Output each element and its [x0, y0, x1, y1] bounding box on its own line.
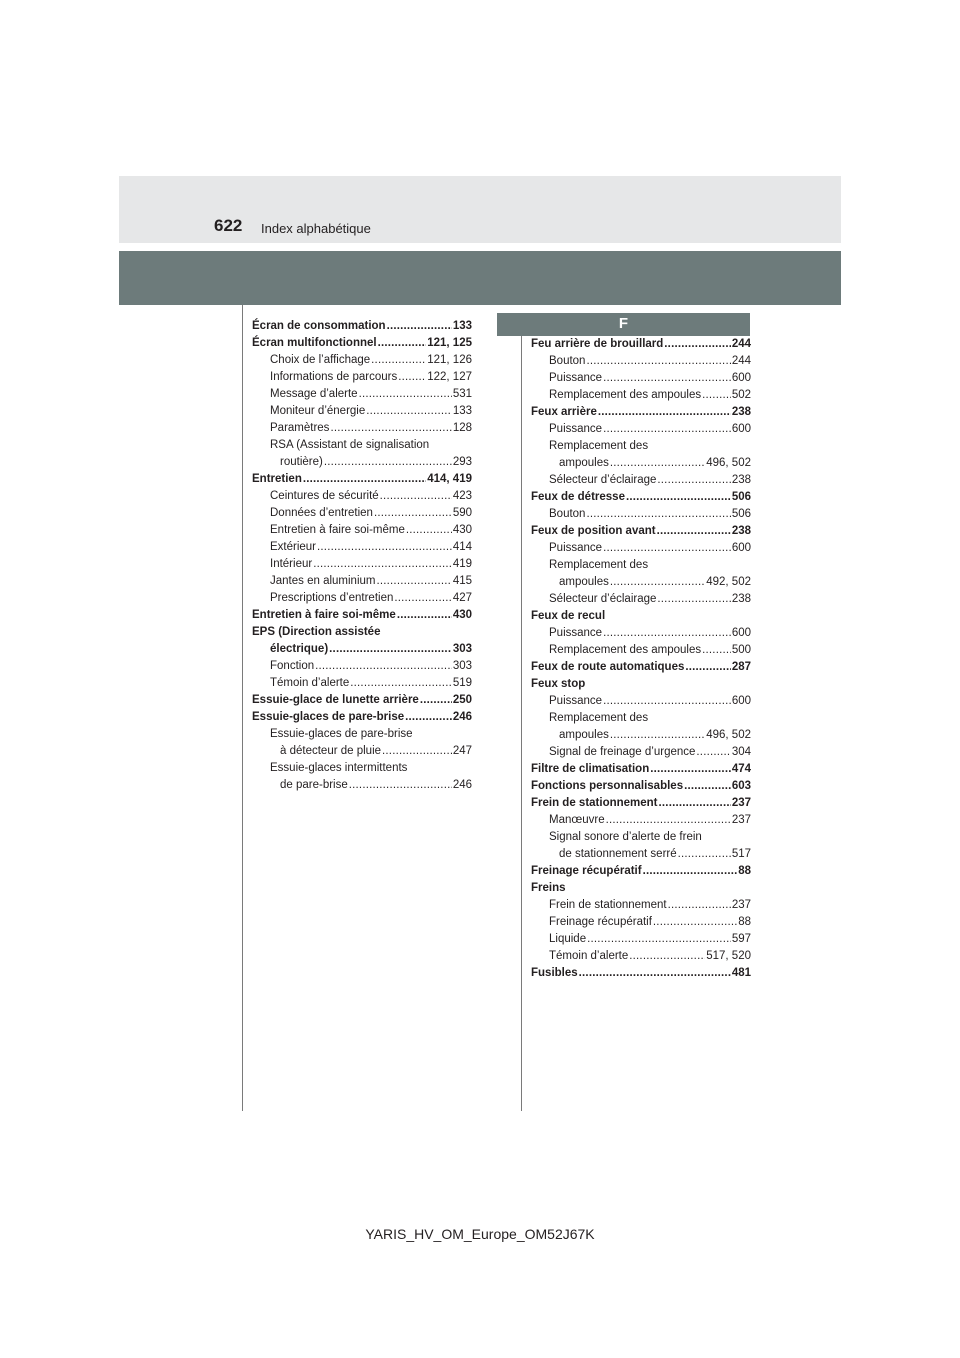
index-entry-leader	[587, 931, 731, 948]
index-entry-leader	[626, 489, 731, 506]
index-entry-page: 303	[452, 643, 472, 655]
index-entry-leader	[659, 795, 731, 812]
index-entry-leader	[387, 318, 452, 335]
index-entry	[252, 386, 472, 403]
index-entry-leader	[603, 370, 731, 387]
index-entry-leader	[371, 352, 426, 369]
index-entry-leader	[586, 353, 730, 370]
index-entry	[531, 557, 751, 574]
index-entry-term: Remplacement des ampoules	[549, 389, 702, 401]
index-entry-page: 597	[731, 933, 751, 945]
index-entry	[252, 352, 472, 369]
index-entry-leader	[603, 540, 731, 557]
index-column-left	[252, 318, 472, 794]
index-entry-term: RSA (Assistant de signalisation	[270, 439, 430, 451]
column-divider-middle	[521, 335, 522, 1111]
index-entry-leader	[685, 659, 730, 676]
index-entry	[531, 710, 751, 727]
index-entry	[252, 675, 472, 692]
index-entry-term: EPS (Direction assistée	[252, 626, 381, 638]
index-entry-term: Feux de route automatiques	[531, 661, 685, 673]
index-entry-leader	[643, 863, 738, 880]
index-entry-leader	[324, 454, 452, 471]
index-entry-term: Sélecteur d’éclairage	[549, 593, 657, 605]
index-entry-leader	[657, 523, 731, 540]
index-entry-page: 121, 125	[427, 337, 472, 349]
index-entry-page: 133	[452, 320, 472, 332]
index-entry-term: Freinage récupératif	[549, 916, 652, 928]
index-entry	[252, 420, 472, 437]
index-entry-page: 304	[731, 746, 751, 758]
index-entry-leader	[678, 846, 731, 863]
index-entry-page: 502	[731, 389, 751, 401]
index-entry-page: 517, 520	[706, 950, 751, 962]
index-entry-term: Liquide	[549, 933, 587, 945]
index-entry-leader	[359, 386, 452, 403]
index-entry-page: 427	[452, 592, 472, 604]
index-entry-leader	[405, 709, 452, 726]
index-entry-leader	[317, 539, 452, 556]
index-entry-term: Puissance	[549, 695, 603, 707]
index-entry-page: 430	[452, 524, 472, 536]
index-entry	[252, 709, 472, 726]
index-entry-term: ampoules	[559, 457, 609, 469]
index-entry-leader	[366, 403, 452, 420]
index-entry-leader	[657, 591, 730, 608]
index-entry-term: de pare-brise	[280, 779, 348, 791]
index-entry-page: 121, 126	[427, 354, 472, 366]
index-entry-leader	[329, 641, 452, 658]
index-entry	[252, 539, 472, 556]
index-entry	[531, 404, 751, 421]
index-entry-page: 250	[452, 694, 472, 706]
index-entry	[531, 642, 751, 659]
index-entry-term: Moniteur d’énergie	[270, 405, 366, 417]
index-entry	[531, 795, 751, 812]
index-entry-term: Essuie-glace de lunette arrière	[252, 694, 419, 706]
index-entry-term: Remplacement des	[549, 712, 649, 724]
index-entry-term: Remplacement des ampoules	[549, 644, 702, 656]
index-entry-leader	[397, 607, 452, 624]
index-entry-term: Témoin d’alerte	[549, 950, 629, 962]
index-entry	[252, 505, 472, 522]
index-entry-page: 237	[731, 814, 751, 826]
index-column-right	[531, 336, 751, 982]
index-entry-term: Essuie-glaces de pare-brise	[252, 711, 405, 723]
index-entry-term: Manœuvre	[549, 814, 605, 826]
index-entry	[531, 761, 751, 778]
index-entry-page: 492, 502	[706, 576, 751, 588]
index-entry-page: 238	[731, 474, 751, 486]
index-entry-term: Fonctions personnalisables	[531, 780, 684, 792]
index-entry-page: 238	[731, 593, 751, 605]
index-entry-term: Intérieur	[270, 558, 313, 570]
index-entry-page: 531	[452, 388, 472, 400]
index-entry	[252, 454, 472, 471]
index-entry-term: Freins	[531, 882, 566, 894]
index-entry-term: ampoules	[559, 729, 609, 741]
index-entry	[252, 607, 472, 624]
index-entry	[531, 863, 751, 880]
index-entry-term: Remplacement des	[549, 440, 649, 452]
index-entry-page: 430	[452, 609, 472, 621]
index-entry-leader	[420, 692, 452, 709]
index-entry-term: Bouton	[549, 355, 586, 367]
index-entry-term: Freinage récupératif	[531, 865, 642, 877]
index-entry-term: routière)	[280, 456, 323, 468]
index-entry	[531, 421, 751, 438]
index-entry-term: à détecteur de pluie	[280, 745, 382, 757]
index-entry-page: 603	[731, 780, 751, 792]
index-entry-leader	[603, 693, 731, 710]
index-entry	[531, 387, 751, 404]
index-entry-page: 237	[731, 899, 751, 911]
index-entry-leader	[684, 778, 731, 795]
index-entry	[252, 335, 472, 352]
index-entry-term: Sélecteur d’éclairage	[549, 474, 657, 486]
index-entry	[531, 880, 751, 897]
index-entry	[252, 590, 472, 607]
index-entry-leader	[653, 914, 737, 931]
index-entry	[531, 370, 751, 387]
index-entry-term: Paramètres	[270, 422, 330, 434]
index-entry	[531, 914, 751, 931]
index-entry-term: Fusibles	[531, 967, 578, 979]
index-entry-term: Frein de stationnement	[531, 797, 658, 809]
index-entry	[531, 540, 751, 557]
index-entry-page: 293	[452, 456, 472, 468]
index-entry-leader	[664, 336, 731, 353]
index-entry-leader	[406, 522, 452, 539]
index-entry-page: 133	[452, 405, 472, 417]
index-entry-leader	[702, 642, 731, 659]
index-entry-page: 600	[731, 542, 751, 554]
index-entry	[252, 726, 472, 743]
index-entry-term: Signal de freinage d’urgence	[549, 746, 696, 758]
index-entry-term: Extérieur	[270, 541, 317, 553]
index-entry-leader	[394, 590, 451, 607]
index-entry-term: Puissance	[549, 627, 603, 639]
index-entry	[531, 897, 751, 914]
index-entry-page: 244	[731, 355, 751, 367]
index-entry-term: de stationnement serré	[559, 848, 677, 860]
index-entry-leader	[376, 573, 451, 590]
page-title: Index alphabétique	[261, 221, 371, 236]
index-entry	[531, 506, 751, 523]
index-entry	[531, 591, 751, 608]
index-entry-page: 303	[452, 660, 472, 672]
index-entry-leader	[586, 506, 730, 523]
index-entry-page: 506	[731, 491, 751, 503]
index-entry-term: Essuie-glaces intermittents	[270, 762, 408, 774]
index-entry-leader	[610, 727, 705, 744]
index-entry	[531, 608, 751, 625]
index-entry-term: Données d’entretien	[270, 507, 373, 519]
index-entry-term: Feu arrière de brouillard	[531, 338, 664, 350]
index-entry-term: électrique)	[270, 643, 329, 655]
index-entry-leader	[668, 897, 731, 914]
index-entry	[531, 965, 751, 982]
index-entry	[531, 727, 751, 744]
index-entry	[252, 760, 472, 777]
index-entry-leader	[610, 574, 705, 591]
index-entry	[531, 812, 751, 829]
index-entry	[531, 778, 751, 795]
index-entry	[531, 472, 751, 489]
index-entry-leader	[598, 404, 731, 421]
index-entry	[252, 692, 472, 709]
index-entry-leader	[650, 761, 731, 778]
index-entry-leader	[398, 369, 426, 386]
index-entry-term: Puissance	[549, 423, 603, 435]
index-entry-leader	[603, 421, 731, 438]
index-entry	[531, 455, 751, 472]
index-entry-page: 415	[452, 575, 472, 587]
index-entry	[252, 573, 472, 590]
index-entry-page: 517	[731, 848, 751, 860]
index-entry-page: 244	[731, 338, 751, 350]
index-entry	[252, 403, 472, 420]
index-entry-page: 481	[731, 967, 751, 979]
index-entry	[531, 625, 751, 642]
section-letter: F	[618, 315, 629, 332]
index-entry-leader	[330, 420, 451, 437]
index-entry-term: Prescriptions d’entretien	[270, 592, 394, 604]
index-entry-page: 122, 127	[427, 371, 472, 383]
index-entry-term: Fonction	[270, 660, 315, 672]
index-entry-leader	[378, 335, 427, 352]
index-entry	[531, 931, 751, 948]
index-entry	[531, 744, 751, 761]
index-entry-leader	[579, 965, 731, 982]
index-entry-page: 519	[452, 677, 472, 689]
index-entry-page: 247	[452, 745, 472, 757]
index-entry-page: 88	[738, 865, 751, 877]
index-entry	[252, 641, 472, 658]
index-entry-leader	[696, 744, 730, 761]
index-entry-leader	[349, 777, 452, 794]
index-entry-page: 474	[731, 763, 751, 775]
index-entry-term: Puissance	[549, 542, 603, 554]
index-entry-page: 419	[452, 558, 472, 570]
index-entry-page: 238	[731, 525, 751, 537]
index-entry-page: 414, 419	[427, 473, 472, 485]
index-entry-page: 128	[452, 422, 472, 434]
index-entry-term: Entretien à faire soi-même	[270, 524, 405, 536]
index-entry-term: Bouton	[549, 508, 586, 520]
index-entry	[531, 676, 751, 693]
index-entry-term: Remplacement des	[549, 559, 649, 571]
index-entry	[531, 829, 751, 846]
index-entry	[252, 318, 472, 335]
index-entry-term: Entretien	[252, 473, 302, 485]
index-entry-leader	[629, 948, 705, 965]
index-entry-page: 246	[452, 711, 472, 723]
index-entry	[531, 948, 751, 965]
index-entry	[531, 336, 751, 353]
index-entry-term: Ceintures de sécurité	[270, 490, 379, 502]
index-entry-page: 500	[731, 644, 751, 656]
index-entry	[531, 659, 751, 676]
index-entry-page: 237	[731, 797, 751, 809]
index-entry	[252, 369, 472, 386]
index-entry-term: Feux de détresse	[531, 491, 625, 503]
index-entry-leader	[303, 471, 426, 488]
column-divider-left	[242, 305, 243, 1111]
index-entry-page: 600	[731, 627, 751, 639]
index-entry	[252, 658, 472, 675]
index-entry-page: 238	[731, 406, 751, 418]
index-entry-page: 88	[738, 916, 751, 928]
index-entry-term: ampoules	[559, 576, 609, 588]
page-number: 622	[214, 216, 243, 235]
index-entry-term: Filtre de climatisation	[531, 763, 650, 775]
index-entry-leader	[382, 743, 452, 760]
index-entry-page: 600	[731, 372, 751, 384]
section-letter-bar	[497, 313, 750, 336]
index-entry-page: 246	[452, 779, 472, 791]
index-entry-page: 414	[452, 541, 472, 553]
index-entry	[531, 523, 751, 540]
index-entry-term: Jantes en aluminium	[270, 575, 376, 587]
index-entry-term: Message d’alerte	[270, 388, 358, 400]
index-entry-term: Frein de stationnement	[549, 899, 667, 911]
index-entry	[531, 574, 751, 591]
index-entry-term: Écran de consommation	[252, 320, 386, 332]
index-entry-term: Feux de recul	[531, 610, 606, 622]
index-entry-term: Informations de parcours	[270, 371, 398, 383]
index-entry-page: 506	[731, 508, 751, 520]
index-entry-page: 600	[731, 695, 751, 707]
header-dark-band	[119, 251, 841, 305]
index-entry-leader	[603, 625, 731, 642]
index-entry	[531, 489, 751, 506]
index-entry-page: 496, 502	[706, 457, 751, 469]
index-entry-page: 496, 502	[706, 729, 751, 741]
index-entry-term: Feux arrière	[531, 406, 597, 418]
index-entry-page: 287	[731, 661, 751, 673]
index-entry-leader	[350, 675, 452, 692]
index-entry	[531, 438, 751, 455]
index-entry-page: 590	[452, 507, 472, 519]
index-entry	[252, 437, 472, 454]
index-entry-term: Témoin d’alerte	[270, 677, 350, 689]
index-entry	[531, 693, 751, 710]
index-entry-leader	[313, 556, 452, 573]
index-entry	[252, 488, 472, 505]
index-entry-page: 423	[452, 490, 472, 502]
index-entry	[531, 353, 751, 370]
index-entry	[252, 743, 472, 760]
index-entry-leader	[315, 658, 452, 675]
index-entry-leader	[702, 387, 731, 404]
index-entry	[252, 556, 472, 573]
index-entry-leader	[380, 488, 452, 505]
document-footer: YARIS_HV_OM_Europe_OM52J67K	[365, 1226, 595, 1242]
index-entry	[252, 624, 472, 641]
index-entry	[531, 846, 751, 863]
index-entry-term: Écran multifonctionnel	[252, 337, 377, 349]
index-entry-term: Choix de l’affichage	[270, 354, 371, 366]
index-entry-leader	[374, 505, 452, 522]
index-entry-term: Feux de position avant	[531, 525, 656, 537]
index-entry-term: Essuie-glaces de pare-brise	[270, 728, 413, 740]
index-entry-term: Puissance	[549, 372, 603, 384]
index-entry-term: Feux stop	[531, 678, 586, 690]
index-entry-page: 600	[731, 423, 751, 435]
index-entry-leader	[610, 455, 705, 472]
index-entry-leader	[606, 812, 731, 829]
index-entry	[252, 471, 472, 488]
index-entry-term: Entretien à faire soi-même	[252, 609, 396, 621]
index-entry	[252, 522, 472, 539]
index-entry-leader	[657, 472, 730, 489]
index-entry	[252, 777, 472, 794]
index-entry-term: Signal sonore d’alerte de frein	[549, 831, 702, 843]
